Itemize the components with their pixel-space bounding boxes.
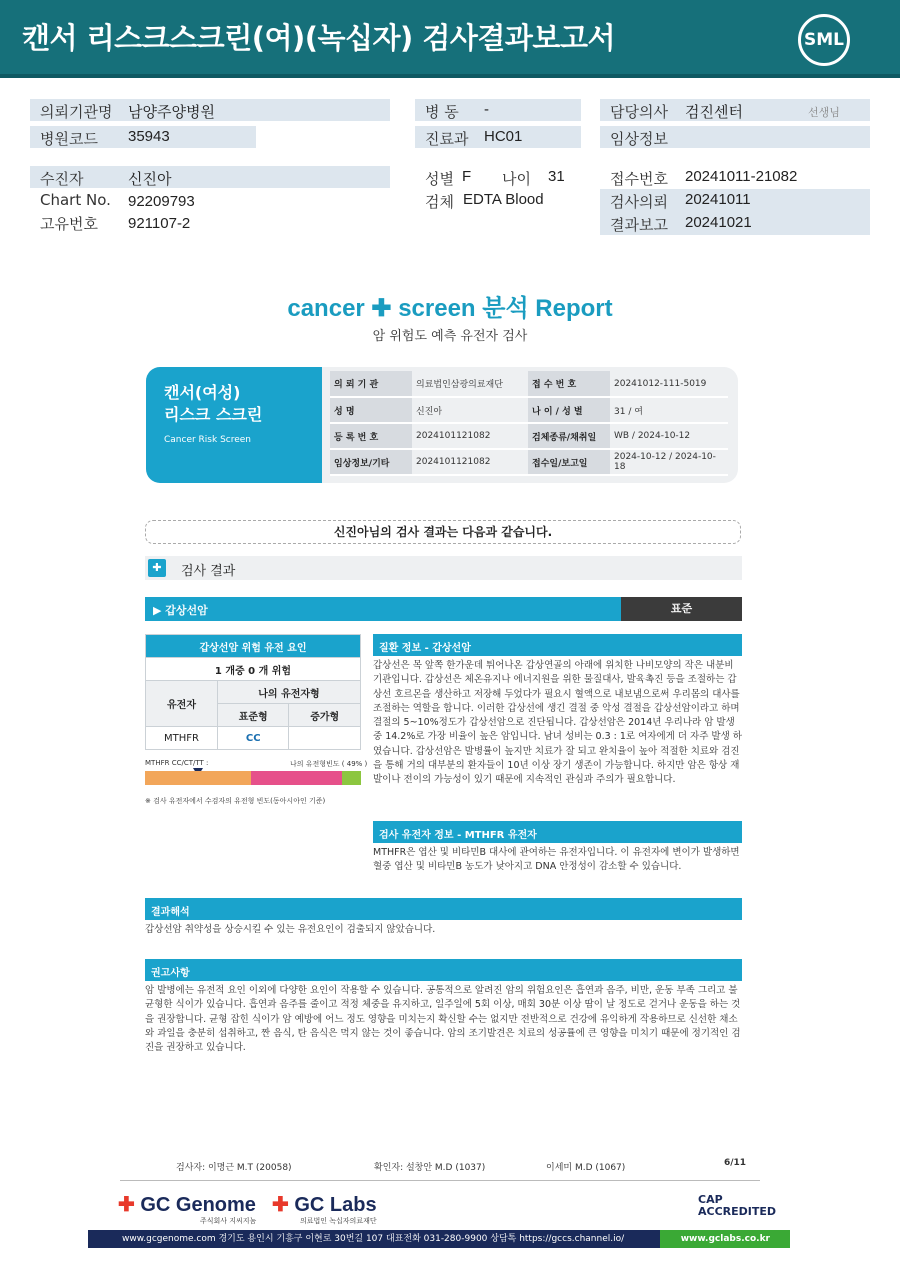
section-title: 검사 결과: [181, 564, 236, 579]
age-label: 나이: [502, 170, 531, 188]
tester-signature: 검사자: 이명근 M.T (20058): [176, 1163, 292, 1173]
third-signature: 이세미 M.D (1067): [546, 1163, 626, 1173]
report-value: 20241021: [685, 214, 752, 231]
gc-labs-text: GC Labs: [294, 1194, 377, 1216]
report-header: [0, 0, 900, 78]
patient-label: 수진자: [40, 170, 84, 188]
card-title2: 리스크 스크린: [164, 405, 263, 424]
cancer-screen-logo: cancer ✚ screen 분석 Report: [287, 295, 613, 322]
chart-value: 92209793: [128, 193, 195, 210]
freq-note: ※ 검사 유전자에서 수검자의 유전형 빈도(동아시아인 기준): [145, 797, 326, 805]
card-title-panel: [146, 367, 322, 483]
doctor-value: 검진센터: [685, 104, 743, 121]
disease-text: 갑상선은 목 앞쪽 한가운데 튀어나온 갑상연골의 아래에 위치한 나비모양의 작은 내분비기관입니다. 갑상선은 체온유지나 에너지원을 위한 물질대사, 발육촉진 등을 조절하는 갑상선 호르몬을 생산하고 저장해 두었다가 필요시 혈액으로 내보냄으로써 우리몸의 대사를 조절하는 역할을 합니다. 이러한 갑상선에 생긴 결절 중 악성 결절을 갑상선암이라고 하며 결절의 5~10%정도가 갑상선암으로 진단됩니다. 갑상선암은 2014년 우리나라 암 발생중 14.2%로 가장 비율이 높은 암입니다. 남녀 성비는 0.3 : 1로 여자에게 더 자주 발생 하였습니다. 갑상선암은 발병률이 높지만 치료가 잘 되고 완치율이 높아 적절한 치료와 검진을 통해 거의 대부분의 환자들이 10년 이상 장기 생존이 가능합니다. 하지만 암은 항상 재발이나 전이의 가능성이 있기 때문에 지속적인 관심과 주의가 필요합니다.: [373, 660, 742, 786]
gc-cross-icon: ✚: [118, 1194, 135, 1216]
intro-text: 신진아님의 검사 결과는 다음과 같습니다.: [145, 520, 741, 544]
inst-label: 의뢰기관명: [40, 103, 113, 121]
chart-label: Chart No.: [40, 191, 111, 209]
doctor-label: 담당의사: [610, 103, 668, 121]
status-badge: 표준: [621, 597, 742, 621]
gc-genome-logo: [118, 1192, 256, 1217]
report-title: 캔서 리스크스크린(여)(녹십자) 검사결과보고서: [22, 21, 615, 55]
increase-cell: [289, 727, 361, 750]
card-v: 2024101121082: [412, 449, 528, 475]
gene-name: MTHFR: [146, 727, 218, 750]
freq-seg-tt: [342, 771, 361, 785]
section-header: [145, 556, 742, 580]
card-h: 나 이 / 성 별: [528, 397, 610, 423]
cancer-name: ▶ 갑상선암: [153, 604, 208, 617]
ward-label: 병 동: [425, 103, 459, 121]
confirm-signature: 확인자: 설창안 M.D (1037): [374, 1163, 486, 1173]
cancer-bar: [145, 597, 742, 621]
freq-bar: [145, 771, 361, 785]
card-h: 접 수 번 호: [528, 371, 610, 397]
dept-value: HC01: [484, 128, 523, 145]
gene-col-header: 유전자: [146, 681, 218, 727]
summary-card: [146, 367, 738, 483]
card-h: 검체종류/채취일: [528, 423, 610, 449]
normal-header: 표준형: [218, 704, 289, 727]
patient-row: [30, 166, 390, 188]
mytype-header: 나의 유전자형: [218, 681, 361, 704]
gc-genome-sub: 주식회사 지씨지놈: [200, 1217, 257, 1225]
disease-title: 질환 정보 - 갑상선암: [373, 634, 742, 656]
specimen-value: EDTA Blood: [463, 191, 544, 208]
card-eng-title: Cancer Risk Screen: [164, 435, 252, 445]
card-table: [330, 371, 728, 476]
page-number: 6/11: [724, 1158, 747, 1168]
card-h: 접수일/보고일: [528, 449, 610, 475]
recommend-title: 권고사항: [145, 959, 742, 981]
freq-left-label: MTHFR CC/CT/TT :: [145, 759, 209, 767]
genotype-value: CC: [218, 727, 289, 750]
specimen-label: 검체: [425, 193, 454, 211]
sex-value: F: [462, 168, 472, 185]
gc-labs-cross-icon: ✚: [272, 1194, 289, 1216]
code-value: 35943: [128, 128, 170, 145]
footer-divider: [120, 1180, 760, 1181]
interpretation-text: 갑상선암 취약성을 상승시킬 수 있는 유전요인이 검출되지 않았습니다.: [145, 924, 436, 935]
gc-labs-logo: [272, 1192, 377, 1217]
gene-info-text: MTHFR은 엽산 및 비타민B 대사에 관여하는 유전자입니다. 이 유전자에 변이가 발생하면 혈중 엽산 및 비타민B 농도가 낮아지고 DNA 안정성이 감소할 수 있습니다.: [373, 847, 740, 873]
card-v: 2024101121082: [412, 423, 528, 449]
card-v: 신진아: [412, 397, 528, 423]
freq-seg-cc: [145, 771, 251, 785]
card-v: 31 / 여: [610, 397, 728, 423]
interpretation-title: 결과해석: [145, 898, 742, 920]
freq-right-label: 나의 유전형빈도 ( 49% ): [290, 760, 368, 768]
receipt-value: 20241011-21082: [685, 168, 798, 185]
recommend-text: 암 발병에는 유전적 요인 이외에 다양한 요인이 작용할 수 있습니다. 공통적으로 알려진 암의 위험요인은 흡연과 음주, 비만, 운동 부족 그리고 불균형한 식이가 있습니다. 흡연과 음주를 줄이고 적정 체중을 유지하고, 일주일에 5회 이상, 매회 30분 이상 땀이 날 정도로 걷거나 운동을 하는 것을 권장합니다. 균형 잡힌 식이가 암 예방에 어느 정도 영향을 미치는지 확신할 수는 없지만 전반적으로 건강에 유익하게 작용하므로 신선한 채소와 과일을 충분히 섭취하고, 짠 음식, 탄 음식은 먹지 않는 것이 좋습니다. 암의 조기발견은 치료의 성공률에 큰 영향을 미치기 때문에 정기적인 검진을 권장하고 있습니다.: [145, 985, 741, 1054]
report-subtitle: 암 위험도 예측 유전자 검사: [372, 329, 528, 344]
gene-table-title: 갑상선암 위험 유전 요인: [146, 635, 361, 658]
gene-table: [145, 634, 361, 750]
ward-value: -: [484, 101, 489, 118]
card-title: 캔서(여성): [164, 383, 241, 402]
card-v: 20241012-111-5019: [610, 371, 728, 397]
report-label: 결과보고: [610, 216, 668, 234]
card-v: 의료법인삼광의료재단: [412, 371, 528, 397]
result-icon: ✚: [148, 559, 166, 577]
request-label: 검사의뢰: [610, 193, 668, 211]
gene-info-title: 검사 유전자 정보 - MTHFR 유전자: [373, 821, 742, 843]
patient-value: 신진아: [128, 171, 172, 188]
card-h: 성 명: [330, 397, 412, 423]
uid-label: 고유번호: [40, 215, 98, 233]
clinical-label: 임상정보: [610, 130, 668, 148]
card-v: WB / 2024-10-12: [610, 423, 728, 449]
uid-value: 921107-2: [128, 215, 191, 232]
footer-site: www.gclabs.co.kr: [660, 1230, 790, 1248]
freq-seg-ct: [251, 771, 342, 785]
sml-logo: SML: [798, 14, 850, 66]
card-h: 등 록 번 호: [330, 423, 412, 449]
gc-genome-text: GC Genome: [140, 1194, 256, 1216]
receipt-label: 접수번호: [610, 170, 668, 188]
card-h: 임상정보/기타: [330, 449, 412, 475]
request-value: 20241011: [685, 191, 751, 208]
inst-value: 남양주양병원: [128, 104, 215, 121]
gc-labs-sub: 의료법인 녹십자의료재단: [300, 1217, 377, 1225]
cap-logo: CAP ACCREDITED: [698, 1193, 777, 1218]
code-label: 병원코드: [40, 130, 98, 148]
card-h: 의 뢰 기 관: [330, 371, 412, 397]
increase-header: 증가형: [289, 704, 361, 727]
doctor-suffix: 선생님: [808, 106, 840, 119]
sex-label: 성별: [425, 170, 454, 188]
age-value: 31: [548, 168, 565, 185]
footer-address: www.gcgenome.com 경기도 용인시 기흥구 이현로 30번길 107 대표전화 031-280-9900 상담톡 https://gccs.channel.io/: [88, 1230, 790, 1248]
gene-table-summary: 1 개중 0 개 위험: [146, 658, 361, 681]
card-v: 2024-10-12 / 2024-10-18: [610, 449, 728, 475]
dept-label: 진료과: [425, 130, 469, 148]
